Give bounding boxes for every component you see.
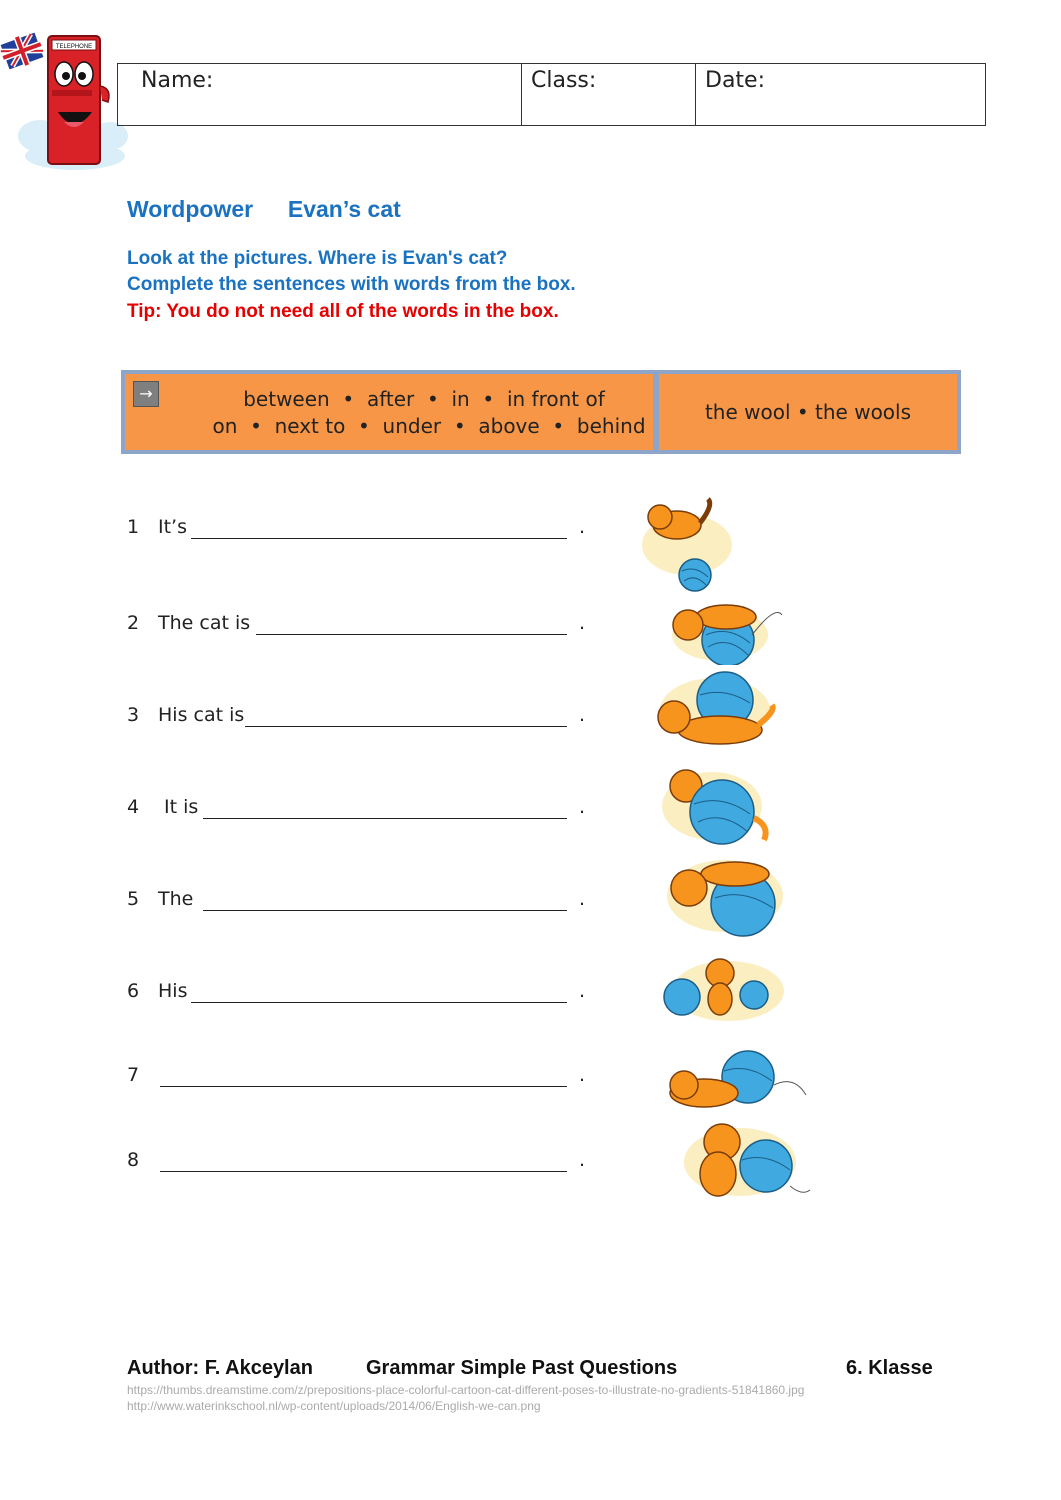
page-title	[127, 196, 401, 223]
class-label: Class:	[531, 68, 597, 93]
question-5	[127, 888, 597, 918]
cat-behind-wool-picture	[650, 760, 780, 852]
name-field[interactable]	[118, 64, 522, 125]
question-end: .	[579, 980, 586, 1002]
question-8	[127, 1149, 597, 1179]
instruction-line-1: Look at the pictures. Where is Evan's cat?	[127, 248, 508, 269]
answer-line[interactable]	[203, 910, 567, 911]
question-prefix: It’s	[158, 516, 187, 538]
cat-above-wool-picture	[632, 495, 742, 595]
question-number: 5	[127, 888, 140, 910]
cat-between-wools-picture	[658, 945, 793, 1027]
question-number: 2	[127, 612, 140, 634]
cat-under-wool-picture	[640, 665, 785, 755]
question-7	[127, 1064, 597, 1094]
prepositions-row-1: between • after • in • in front of	[243, 387, 605, 411]
question-prefix: His	[158, 980, 188, 1002]
question-1	[127, 516, 597, 546]
question-prefix: It is	[158, 796, 199, 818]
answer-line[interactable]	[203, 818, 567, 819]
tip-text: Tip: You do not need all of the words in the box.	[127, 301, 559, 322]
class-field[interactable]	[522, 64, 696, 125]
title-wordpower: Wordpower	[127, 196, 254, 222]
prepositions-row-2: on • next to • under • above • behind	[212, 414, 646, 438]
answer-line[interactable]	[256, 634, 567, 635]
question-number: 1	[127, 516, 140, 538]
question-4	[127, 796, 597, 826]
question-end: .	[579, 704, 586, 726]
title-evans-cat: Evan’s cat	[287, 196, 401, 222]
word-box-prepositions	[125, 374, 653, 450]
question-end: .	[579, 796, 586, 818]
cat-next-to-wool-picture	[660, 1045, 810, 1110]
question-end: .	[579, 1064, 586, 1086]
cat-on-wool-picture	[640, 595, 785, 665]
date-field[interactable]	[696, 64, 985, 125]
question-prefix: The cat is	[158, 612, 251, 634]
name-label: Name:	[141, 68, 214, 93]
date-label: Date:	[705, 68, 765, 93]
uk-flag-icon	[0, 30, 46, 72]
arrow-right-icon: →	[133, 381, 159, 407]
question-number: 4	[127, 796, 140, 818]
question-number: 7	[127, 1064, 140, 1086]
word-box	[121, 370, 961, 454]
answer-line[interactable]	[191, 1002, 567, 1003]
header-table	[117, 63, 986, 126]
footer-author: Author: F. Akceylan	[127, 1357, 313, 1379]
question-number: 6	[127, 980, 140, 1002]
question-prefix: The	[158, 888, 194, 910]
question-end: .	[579, 516, 586, 538]
answer-line[interactable]	[245, 726, 567, 727]
answer-line[interactable]	[160, 1171, 567, 1172]
question-end: .	[579, 1149, 586, 1171]
footer-topic: Grammar Simple Past Questions	[366, 1357, 678, 1379]
word-box-nouns	[659, 374, 957, 450]
nouns-text: the wool • the wools	[704, 400, 912, 424]
answer-line[interactable]	[191, 538, 567, 539]
question-6	[127, 980, 597, 1010]
question-end: .	[579, 612, 586, 634]
question-3	[127, 704, 597, 734]
image-source-1: https://thumbs.dreamstime.com/z/prepositions-place-colorful-cartoon-cat-different-poses-to-illustrate-no-gradients-51841860.jpg	[127, 1383, 805, 1397]
question-number: 3	[127, 704, 140, 726]
instruction-line-2: Complete the sentences with words from the box.	[127, 274, 576, 295]
question-number: 8	[127, 1149, 140, 1171]
question-prefix: His cat is	[158, 704, 245, 726]
cat-in-front-of-wool-picture	[655, 852, 805, 940]
answer-line[interactable]	[160, 1086, 567, 1087]
image-source-2: http://www.waterinkschool.nl/wp-content/uploads/2014/06/English-we-can.png	[127, 1399, 541, 1413]
question-end: .	[579, 888, 586, 910]
footer-grade: 6. Klasse	[846, 1357, 933, 1379]
telephone-box-logo	[0, 16, 130, 176]
telephone-sign: TELEPHONE	[55, 44, 93, 50]
question-2	[127, 612, 597, 642]
cat-after-wool-picture	[670, 1112, 820, 1210]
footer	[127, 1357, 937, 1383]
